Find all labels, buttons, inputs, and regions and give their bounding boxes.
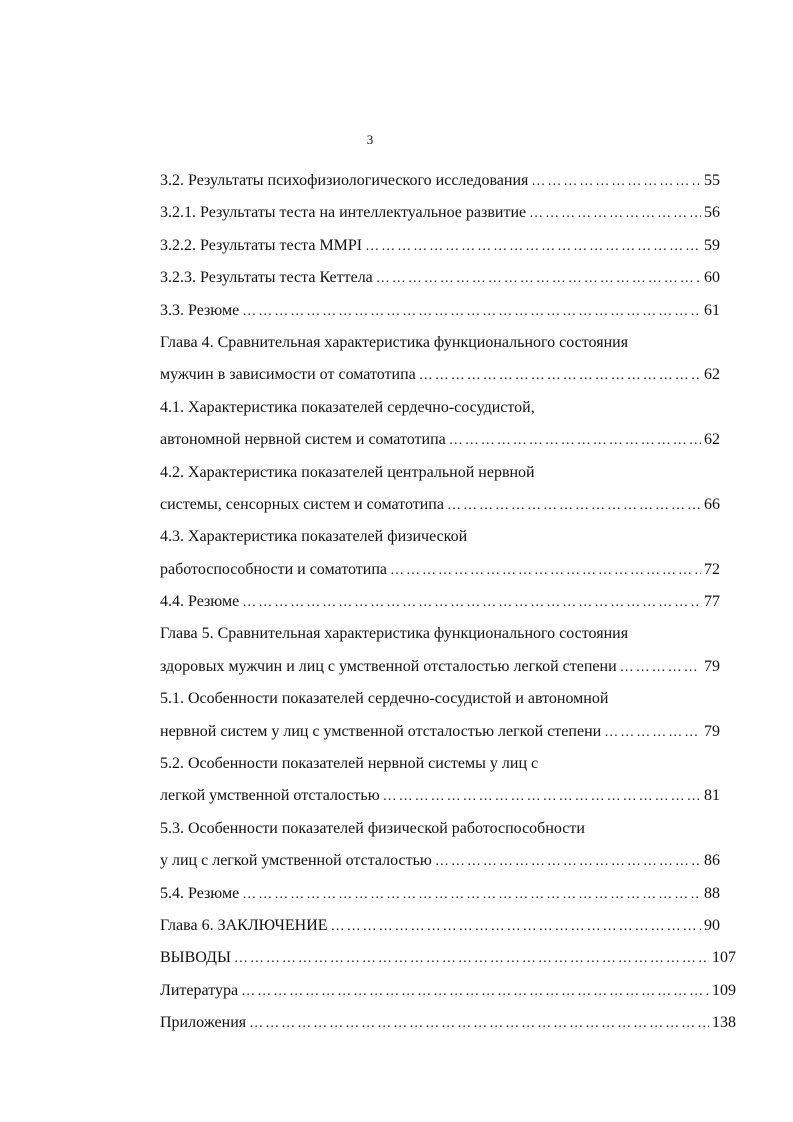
toc-entry-title: Литература bbox=[160, 981, 239, 999]
toc-leader-dots bbox=[331, 911, 701, 943]
toc-entry bbox=[160, 230, 740, 262]
toc-entry-title: Глава 5. Сравнительная характеристика функционального состояния bbox=[160, 625, 629, 643]
toc-entry-title: легкой умственной отсталостью bbox=[160, 787, 380, 805]
toc-entry bbox=[160, 197, 740, 229]
toc-entry bbox=[160, 165, 740, 197]
toc-entry-page: 81 bbox=[704, 787, 720, 805]
toc-entry-title: 4.3. Характеристика показателей физической bbox=[160, 528, 468, 546]
toc-entry-title: 4.1. Характеристика показателей сердечно-сосудистой, bbox=[160, 398, 535, 416]
toc-leader-dots bbox=[449, 425, 701, 457]
toc-entry bbox=[160, 780, 740, 812]
toc-leader-dots bbox=[529, 198, 701, 230]
toc-entry-page: 60 bbox=[704, 269, 720, 287]
toc-entry-title: 5.3. Особенности показателей физической работоспособности bbox=[160, 819, 585, 837]
toc-entry-page: 88 bbox=[704, 884, 720, 902]
toc-entry bbox=[160, 716, 740, 748]
toc-entry-title: 5.4. Резюме bbox=[160, 884, 240, 902]
toc-entry bbox=[160, 457, 740, 489]
toc-entry bbox=[160, 554, 740, 586]
toc-entry-page: 107 bbox=[712, 949, 736, 967]
toc-entry-title: 4.2. Характеристика показателей центральной нервной bbox=[160, 463, 535, 481]
toc-entry-page: 79 bbox=[704, 722, 720, 740]
toc-entry-title: 5.1. Особенности показателей сердечно-сосудистой и автономной bbox=[160, 690, 609, 708]
toc-entry-title: здоровых мужчин и лиц с умственной отсталостью легкой степени bbox=[160, 657, 617, 675]
toc-entry-page: 62 bbox=[704, 431, 720, 449]
toc-leader-dots bbox=[365, 231, 701, 263]
toc-leader-dots bbox=[249, 1008, 709, 1040]
toc-entry-title: у лиц с легкой умственной отсталостью bbox=[160, 852, 432, 870]
toc-entry-page: 66 bbox=[704, 495, 720, 513]
toc-entry-page: 77 bbox=[704, 593, 720, 611]
toc-entry bbox=[160, 521, 740, 553]
toc-entry-title: 5.2. Особенности показателей нервной системы у лиц с bbox=[160, 755, 539, 773]
toc-leader-dots bbox=[242, 296, 701, 328]
toc-entry bbox=[160, 942, 740, 974]
toc-entry bbox=[160, 651, 740, 683]
toc-leader-dots bbox=[419, 360, 701, 392]
table-of-contents bbox=[160, 165, 740, 1040]
toc-entry-title: нервной систем у лиц с умственной отсталостью легкой степени bbox=[160, 722, 602, 740]
toc-entry bbox=[160, 424, 740, 456]
toc-leader-dots bbox=[383, 781, 701, 813]
toc-entry bbox=[160, 910, 740, 942]
toc-chapter-heading bbox=[160, 327, 740, 359]
toc-entry-page: 61 bbox=[704, 301, 720, 319]
toc-entry bbox=[160, 586, 740, 618]
toc-entry bbox=[160, 1007, 740, 1039]
toc-entry bbox=[160, 683, 740, 715]
toc-entry-title: автономной нервной систем и соматотипа bbox=[160, 431, 446, 449]
toc-entry-page: 59 bbox=[704, 236, 720, 254]
toc-entry-page: 62 bbox=[704, 366, 720, 384]
toc-entry-page: 90 bbox=[704, 916, 720, 934]
toc-entry-page: 109 bbox=[712, 981, 736, 999]
toc-leader-dots bbox=[604, 717, 701, 749]
toc-leader-dots bbox=[234, 943, 709, 975]
toc-entry bbox=[160, 359, 740, 391]
toc-entry bbox=[160, 295, 740, 327]
toc-entry-title: системы, сенсорных систем и соматотипа bbox=[160, 495, 444, 513]
toc-entry bbox=[160, 262, 740, 294]
toc-leader-dots bbox=[390, 555, 701, 587]
toc-entry-title: 4.4. Резюме bbox=[160, 593, 240, 611]
toc-entry-title: 3.2. Результаты психофизиологического исследования bbox=[160, 172, 529, 189]
toc-leader-dots bbox=[620, 652, 701, 684]
toc-leader-dots bbox=[376, 263, 701, 295]
toc-entry-title: мужчин в зависимости от соматотипа bbox=[160, 366, 416, 384]
toc-entry bbox=[160, 489, 740, 521]
toc-entry-page: 56 bbox=[704, 204, 720, 222]
toc-leader-dots bbox=[447, 490, 701, 522]
toc-entry-title: работоспособности и соматотипа bbox=[160, 560, 387, 578]
toc-entry bbox=[160, 845, 740, 877]
toc-leader-dots bbox=[242, 587, 701, 619]
toc-entry bbox=[160, 392, 740, 424]
toc-entry bbox=[160, 813, 740, 845]
toc-leader-dots bbox=[242, 879, 701, 911]
toc-entry bbox=[160, 975, 740, 1007]
toc-entry-title: ВЫВОДЫ bbox=[160, 949, 231, 967]
toc-entry-title: Приложения bbox=[160, 1014, 247, 1032]
toc-entry-page: 86 bbox=[704, 852, 720, 870]
toc-entry-page: 55 bbox=[704, 172, 720, 189]
toc-entry-page: 138 bbox=[712, 1014, 736, 1032]
toc-leader-dots bbox=[531, 166, 701, 198]
toc-entry bbox=[160, 748, 740, 780]
toc-leader-dots bbox=[435, 846, 701, 878]
toc-entry-title: 3.3. Резюме bbox=[160, 301, 240, 319]
toc-entry-title: Глава 4. Сравнительная характеристика функционального состояния bbox=[160, 333, 629, 351]
toc-entry-page: 79 bbox=[704, 657, 720, 675]
toc-entry-title: Глава 6. ЗАКЛЮЧЕНИЕ bbox=[160, 916, 328, 934]
toc-chapter-heading bbox=[160, 618, 740, 650]
toc-entry-title: 3.2.1. Результаты теста на интеллектуальное развитие bbox=[160, 204, 527, 222]
toc-entry bbox=[160, 878, 740, 910]
page-number: 3 bbox=[366, 132, 374, 147]
toc-leader-dots bbox=[241, 976, 709, 1008]
toc-entry-title: 3.2.2. Результаты теста MMPI bbox=[160, 236, 363, 254]
toc-entry-title: 3.2.3. Результаты теста Кеттела bbox=[160, 269, 373, 287]
toc-entry-page: 72 bbox=[704, 560, 720, 578]
